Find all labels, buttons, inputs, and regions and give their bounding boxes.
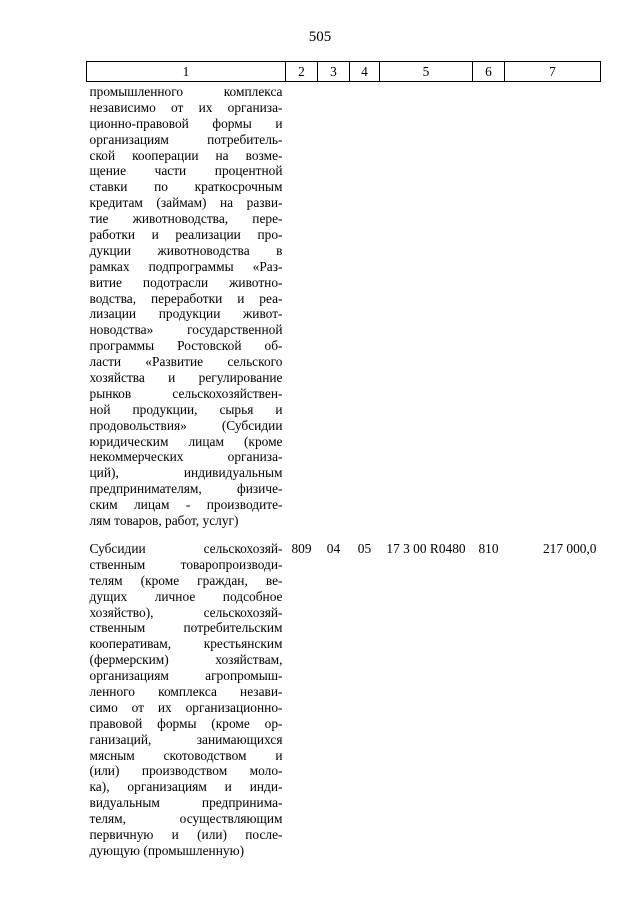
description-line: ственным товаропроизводи- (89, 556, 283, 572)
description-line: телям (кроме граждан, ве- (89, 572, 283, 588)
description-line: новодства» государственной (89, 322, 283, 338)
description-line: ским лицам - производите- (89, 497, 283, 513)
row-col-2 (286, 82, 318, 541)
description-line: ций), индивидуальным (89, 465, 283, 481)
row-col-4 (350, 82, 380, 541)
description-line: ционно-правовой формы и (89, 115, 283, 131)
description-line: некоммерческих организа- (89, 449, 283, 465)
description-line: лизации продукции живот- (89, 306, 283, 322)
description-line: ка), организациям и инди- (89, 779, 283, 795)
description-line: (фермерским) хозяйствам, (89, 652, 283, 668)
description-line: щение части процентной (89, 163, 283, 179)
description-line: ганизаций, занимающихся (89, 731, 283, 747)
row-description (87, 541, 286, 859)
description-line: мясным скотоводством и (89, 747, 283, 763)
row-col-5: 17 3 00 R0480 (386, 540, 466, 556)
description-line: продовольствия» (Субсидии (89, 417, 283, 433)
description-line: ставки по краткосрочным (89, 179, 283, 195)
description-line: ной продукции, сырья и (89, 401, 283, 417)
description-line: рынков сельскохозяйствен- (89, 385, 283, 401)
description-line: промышленного комплекса (89, 84, 283, 99)
header-col-6: 6 (473, 62, 505, 82)
row-col-6: 810 (478, 540, 499, 556)
description-line: тие животноводства, пере- (89, 211, 283, 227)
description-line: организациям потребитель- (89, 131, 283, 147)
table-row (87, 541, 601, 859)
description-line: телям, осуществляющим (89, 811, 283, 827)
description-line: рамках подпрограммы «Раз- (89, 258, 283, 274)
row-col-7: 217 000,0 (542, 540, 597, 556)
budget-table (86, 61, 601, 859)
description-line: дущих личное подсобное (89, 588, 283, 604)
description-line: лям товаров, работ, услуг) (89, 513, 239, 529)
row-col-4: 05 (357, 540, 372, 556)
description-line: программы Ростовской об- (89, 338, 283, 354)
row-col-3 (318, 82, 350, 541)
description-line: первичную и (или) после- (89, 826, 283, 842)
header-col-4: 4 (350, 62, 380, 82)
description-line: работки и реализации про- (89, 227, 283, 243)
description-line: ственным потребительским (89, 620, 283, 636)
header-col-3: 3 (318, 62, 350, 82)
description-line: симо от их организационно- (89, 699, 283, 715)
description-line: дующую (промышленную) (89, 842, 245, 858)
header-col-7: 7 (505, 62, 601, 82)
description-line: юридическим лицам (кроме (89, 433, 283, 449)
description-line: кредитам (займам) на разви- (89, 195, 283, 211)
description-line: дукции животноводства в (89, 242, 283, 258)
table-header (87, 62, 601, 82)
row-col-7 (505, 82, 601, 541)
description-line: правовой формы (кроме ор- (89, 715, 283, 731)
row-description (87, 82, 286, 541)
row-col-6 (473, 82, 505, 541)
header-row (87, 62, 601, 82)
header-col-1: 1 (87, 62, 286, 82)
description-line: ской кооперации на возме- (89, 147, 283, 163)
description-line: организациям агропромыш- (89, 668, 283, 684)
row-col-3: 04 (326, 540, 341, 556)
description-line: кооперативам, крестьянским (89, 636, 283, 652)
description-line: видуальным предпринима- (89, 795, 283, 811)
description-line: хозяйства и регулирование (89, 370, 283, 386)
header-col-2: 2 (286, 62, 318, 82)
description-line: (или) производством моло- (89, 763, 283, 779)
description-line: независимо от их организа- (89, 99, 283, 115)
table-row (87, 82, 601, 541)
description-line: ленного комплекса незави- (89, 683, 283, 699)
description-line: предпринимателям, физиче- (89, 481, 283, 497)
row-col-2: 809 (291, 540, 312, 556)
page-number: 505 (308, 29, 332, 45)
row-col-5 (380, 82, 473, 541)
description-line: водства, переработки и реа- (89, 290, 283, 306)
description-line: витие подотрасли животно- (89, 274, 283, 290)
header-col-5: 5 (380, 62, 473, 82)
description-line: хозяйство), сельскохозяй- (89, 604, 283, 620)
description-line: ласти «Развитие сельского (89, 354, 283, 370)
description-line: Субсидии сельскохозяй- (89, 540, 283, 556)
